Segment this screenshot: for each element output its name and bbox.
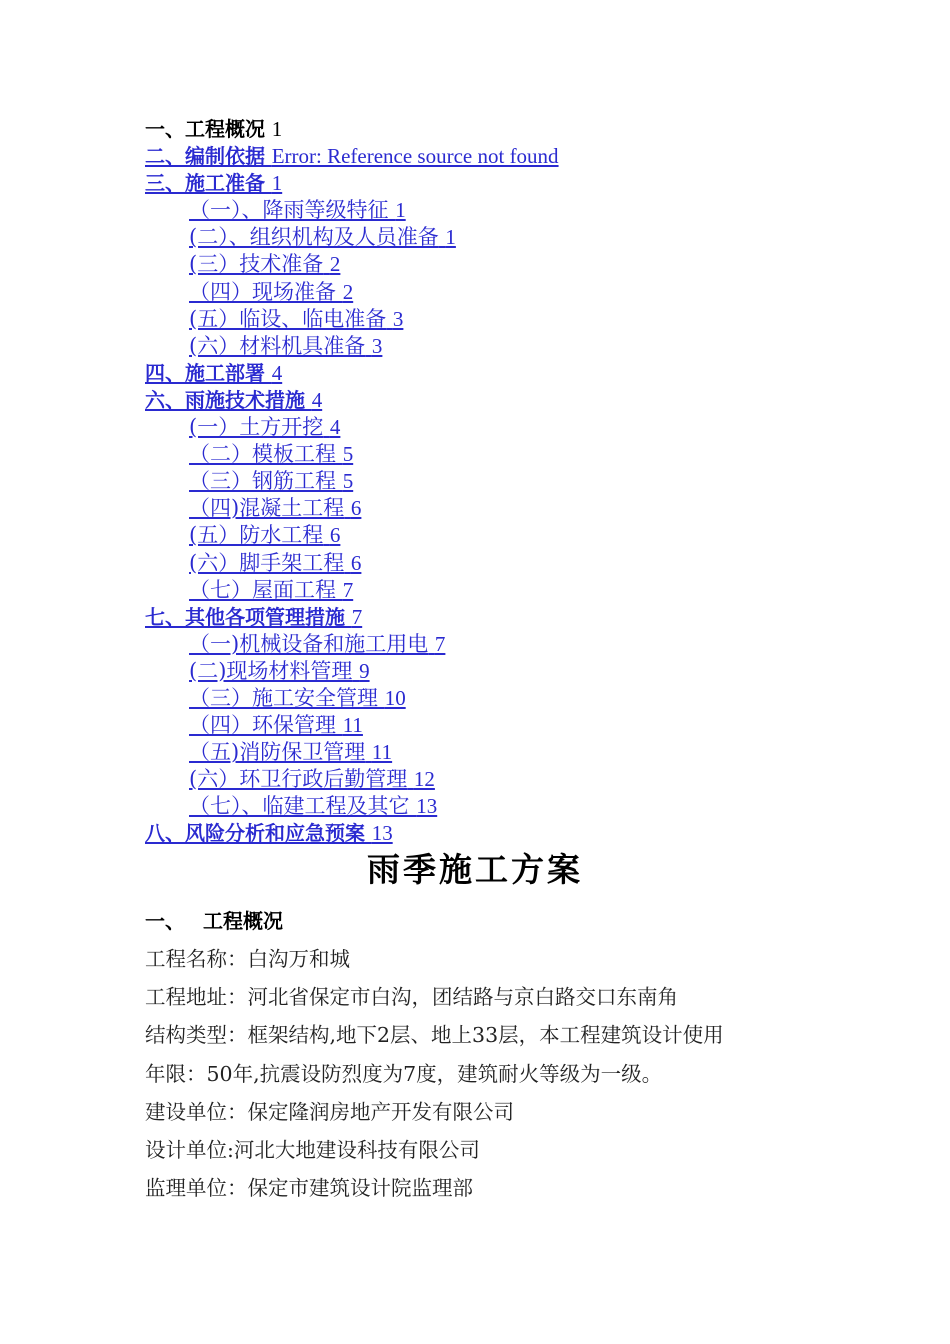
toc-entry-page: 1	[395, 198, 406, 223]
toc-entry-link[interactable]	[145, 739, 865, 766]
toc-entry-link[interactable]	[145, 441, 865, 468]
toc-entry-page: 6	[350, 550, 362, 575]
toc-entry-text: (五）防水工程	[189, 523, 324, 548]
toc-entry-page: 5	[342, 469, 354, 494]
toc-entry-link[interactable]	[145, 468, 865, 495]
toc-entry-page: 4	[311, 387, 323, 412]
toc-entry-page: 1	[271, 171, 283, 196]
toc-entry-text: （五)消防保卫管理	[189, 740, 366, 765]
toc-entry-link[interactable]	[145, 360, 865, 387]
toc-entry-link[interactable]	[145, 279, 865, 306]
toc-entry-page: 4	[329, 415, 341, 440]
toc-entry-link[interactable]	[145, 631, 865, 658]
toc-entry-page: 10	[384, 685, 406, 710]
toc-entry-page: 2	[342, 279, 354, 304]
toc-entry-text: 四、施工部署	[145, 360, 265, 385]
toc-entry-link[interactable]	[145, 170, 865, 197]
body-paragraph: 结构类型：框架结构,地下2层、地上33层，本工程建筑设计使用	[145, 1023, 724, 1048]
toc-entry-link[interactable]	[145, 197, 865, 224]
toc-entry-text: （四）环保管理	[189, 713, 336, 738]
toc-entry-page: 2	[329, 252, 341, 277]
toc-entry-text: （一)机械设备和施工用电	[189, 631, 429, 656]
toc-entry-page: 11	[371, 740, 393, 765]
toc-entry-text: （四）现场准备	[189, 279, 336, 304]
toc-entry-text: （三）施工安全管理	[189, 685, 378, 710]
toc-entry-text: 一、工程概况	[145, 117, 265, 141]
body-paragraph: 工程地址：河北省保定市白沟，团结路与京白路交口东南角	[145, 985, 678, 1010]
toc-entry-link[interactable]	[145, 766, 865, 793]
toc-entry-page: 6	[329, 523, 341, 548]
body-paragraph: 工程名称：白沟万和城	[145, 947, 350, 971]
toc-entry-page: 12	[413, 767, 435, 792]
section-number: 一、	[145, 909, 185, 933]
toc-entry-link[interactable]	[145, 604, 865, 631]
toc-entry-text: (二)现场材料管理	[189, 658, 353, 683]
toc-entry-link[interactable]	[145, 387, 865, 414]
toc-entry-link[interactable]	[145, 685, 865, 712]
toc-entry	[145, 116, 865, 143]
toc-entry-text: (六）环卫行政后勤管理	[189, 767, 408, 792]
toc-entry-text: 二、编制依据	[145, 144, 265, 169]
toc-entry-text: （一）、降雨等级特征	[189, 198, 389, 223]
toc-entry-page: 13	[371, 821, 393, 846]
toc-entry-link[interactable]	[145, 522, 865, 549]
toc-entry-link[interactable]	[145, 658, 865, 685]
toc-entry-link[interactable]	[145, 414, 865, 441]
toc-entry-page: 7	[434, 631, 446, 656]
toc-entry-text: (三）技术准备	[189, 252, 324, 277]
toc-entry-link[interactable]	[145, 793, 865, 820]
toc-entry-text: （七）屋面工程	[189, 577, 336, 602]
toc-entry-page: 3	[392, 306, 404, 331]
toc-entry-text: (一）土方开挖	[189, 415, 324, 440]
toc-entry-link[interactable]	[145, 224, 865, 251]
body-paragraph: 设计单位:河北大地建设科技有限公司	[145, 1137, 480, 1162]
toc-entry-page: 6	[350, 496, 362, 521]
section-body	[145, 940, 825, 1207]
toc-entry-text: 六、雨施技术措施	[145, 387, 305, 412]
toc-entry-text: （七）、临建工程及其它	[189, 794, 410, 819]
toc-entry-link[interactable]	[145, 251, 865, 278]
toc-entry-page: Error: Reference source not found	[271, 144, 559, 169]
toc-entry-link[interactable]	[145, 306, 865, 333]
toc-entry-text: (六）材料机具准备	[189, 333, 366, 358]
toc-entry-text: （二）模板工程	[189, 442, 336, 467]
section-heading	[145, 905, 283, 934]
toc-entry-page: 4	[271, 360, 283, 385]
document-title: 雨季施工方案	[367, 850, 583, 889]
toc-entry-text: （四)混凝土工程	[189, 496, 345, 521]
toc-entry-text: (五）临设、临电准备	[189, 306, 387, 331]
toc-entry-page: 9	[359, 658, 370, 683]
toc-entry-page: 7	[351, 604, 363, 629]
toc-entry-link[interactable]	[145, 143, 865, 170]
body-paragraph: 年限：50年,抗震设防烈度为7度，建筑耐火等级为一级。	[145, 1061, 663, 1086]
body-paragraph: 监理单位：保定市建筑设计院监理部	[145, 1176, 473, 1201]
toc-entry-link[interactable]	[145, 577, 865, 604]
toc-entry-page: 3	[371, 333, 383, 358]
toc-entry-text: (六）脚手架工程	[189, 550, 345, 575]
toc-entry-text: 七、其他各项管理措施	[145, 604, 345, 629]
body-paragraph: 建设单位：保定隆润房地产开发有限公司	[145, 1099, 514, 1124]
table-of-contents	[145, 116, 865, 848]
toc-entry-text: 八、风险分析和应急预案	[145, 821, 365, 846]
toc-entry-page: 11	[342, 713, 363, 738]
toc-entry-link[interactable]	[145, 550, 865, 577]
toc-entry-page: 5	[342, 442, 354, 467]
toc-entry-text: 三、施工准备	[145, 171, 265, 196]
toc-entry-page: 7	[342, 577, 354, 602]
toc-entry-text: (二）、组织机构及人员准备	[189, 225, 439, 250]
toc-entry-page: 13	[416, 794, 438, 819]
toc-entry-link[interactable]	[145, 712, 865, 739]
toc-entry-link[interactable]	[145, 495, 865, 522]
section-title: 工程概况	[203, 909, 283, 933]
toc-entry-link[interactable]	[145, 333, 865, 360]
toc-entry-page: 1	[271, 117, 283, 141]
toc-entry-page: 1	[445, 225, 456, 250]
toc-entry-text: （三）钢筋工程	[189, 469, 336, 494]
